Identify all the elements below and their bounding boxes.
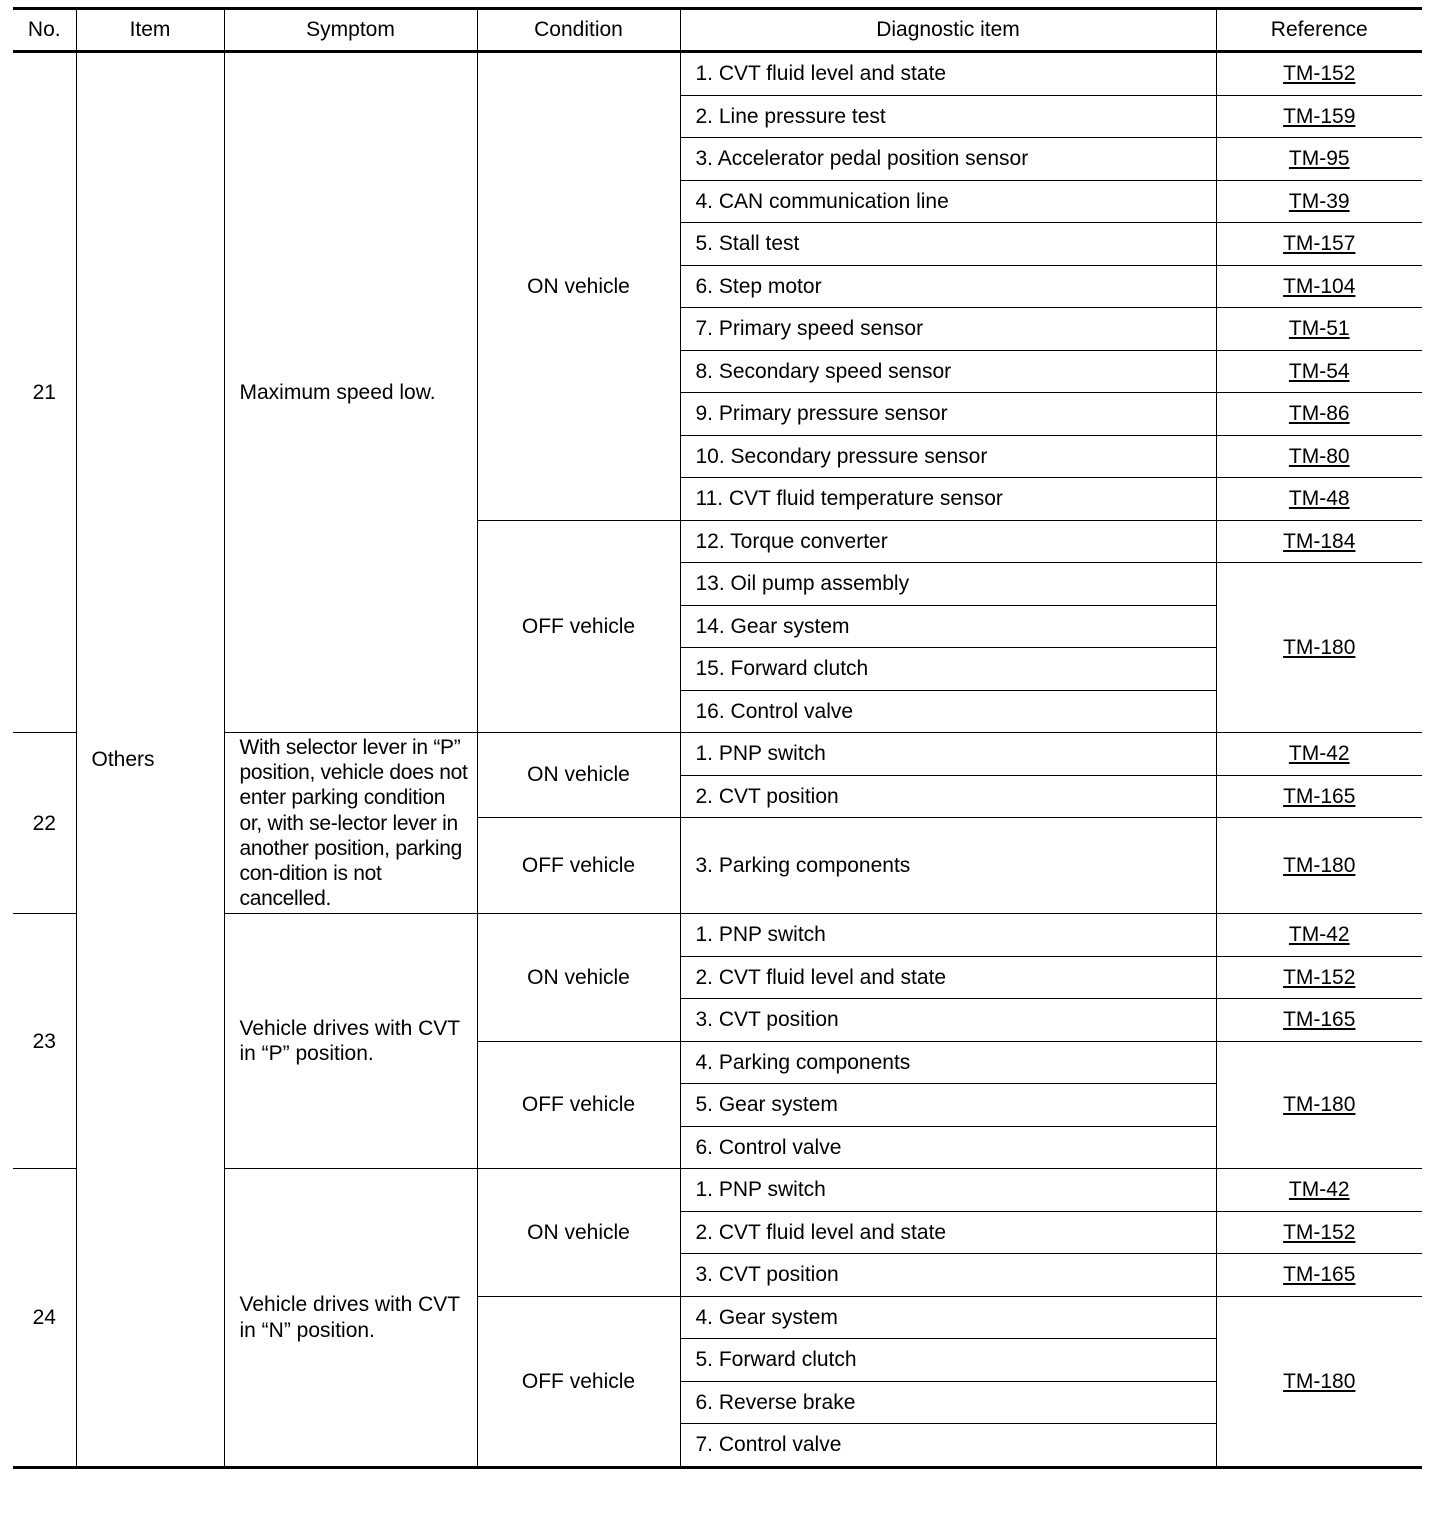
diagnostic-item: 10. Secondary pressure sensor [680, 435, 1216, 478]
diagnostic-item: 1. PNP switch [680, 1169, 1216, 1212]
reference-link[interactable] [1216, 180, 1422, 223]
diagnostic-item: 2. Line pressure test [680, 95, 1216, 138]
reference-link-text[interactable]: TM-48 [1288, 487, 1350, 511]
diagnostic-item: 16. Control valve [680, 690, 1216, 733]
symptom-cell: Vehicle drives with CVT in “N” position. [224, 1169, 477, 1468]
reference-link[interactable] [1216, 350, 1422, 393]
reference-link[interactable] [1216, 956, 1422, 999]
diagnostic-item: 5. Stall test [680, 223, 1216, 266]
reference-link-text[interactable]: TM-180 [1283, 1093, 1356, 1117]
reference-link[interactable] [1216, 52, 1422, 96]
table-row [13, 733, 1422, 776]
diagnostic-item: 4. Parking components [680, 1041, 1216, 1084]
reference-link-text[interactable]: TM-152 [1283, 1220, 1356, 1244]
diagnostic-item: 14. Gear system [680, 605, 1216, 648]
symptom-cell: Maximum speed low. [224, 52, 477, 733]
reference-link[interactable] [1216, 520, 1422, 563]
condition-cell: ON vehicle [477, 52, 680, 521]
header-diagnostic-item: Diagnostic item [680, 9, 1216, 52]
condition-cell: ON vehicle [477, 733, 680, 818]
reference-link[interactable] [1216, 1041, 1422, 1169]
header-item: Item [76, 9, 224, 52]
reference-link-text[interactable]: TM-152 [1283, 62, 1356, 86]
reference-link-text[interactable]: TM-180 [1283, 1369, 1356, 1393]
condition-cell: OFF vehicle [477, 520, 680, 733]
reference-link[interactable] [1216, 1254, 1422, 1297]
reference-link-text[interactable]: TM-180 [1283, 854, 1356, 878]
header-symptom: Symptom [224, 9, 477, 52]
diagnostic-item: 3. CVT position [680, 1254, 1216, 1297]
reference-link[interactable] [1216, 914, 1422, 957]
reference-link[interactable] [1216, 1169, 1422, 1212]
reference-link[interactable] [1216, 393, 1422, 436]
diagnostic-item: 6. Reverse brake [680, 1381, 1216, 1424]
reference-link-text[interactable]: TM-165 [1283, 784, 1356, 808]
condition-cell: OFF vehicle [477, 1296, 680, 1467]
row-number: 22 [13, 733, 76, 914]
reference-link[interactable] [1216, 308, 1422, 351]
reference-link[interactable] [1216, 478, 1422, 521]
condition-cell: ON vehicle [477, 1169, 680, 1297]
diagnostic-item: 7. Control valve [680, 1424, 1216, 1468]
header-condition: Condition [477, 9, 680, 52]
reference-link-text[interactable]: TM-39 [1288, 189, 1350, 213]
diagnostic-item: 3. Parking components [680, 818, 1216, 914]
diagnostic-item: 3. CVT position [680, 999, 1216, 1042]
reference-link[interactable] [1216, 265, 1422, 308]
reference-link-text[interactable]: TM-104 [1283, 274, 1356, 298]
reference-link[interactable] [1216, 775, 1422, 818]
reference-link-text[interactable]: TM-51 [1288, 317, 1350, 341]
reference-link-text[interactable]: TM-42 [1288, 742, 1350, 766]
diagnostic-table [13, 7, 1422, 1469]
reference-link-text[interactable]: TM-152 [1283, 965, 1356, 989]
reference-link-text[interactable]: TM-165 [1283, 1263, 1356, 1287]
reference-link[interactable] [1216, 999, 1422, 1042]
header-no: No. [13, 9, 76, 52]
diagnostic-item: 9. Primary pressure sensor [680, 393, 1216, 436]
reference-link-text[interactable]: TM-95 [1288, 147, 1350, 171]
reference-link-text[interactable]: TM-80 [1288, 444, 1350, 468]
diagnostic-item: 6. Step motor [680, 265, 1216, 308]
diagnostic-item: 11. CVT fluid temperature sensor [680, 478, 1216, 521]
diagnostic-item: 5. Forward clutch [680, 1339, 1216, 1382]
diagnostic-item: 1. PNP switch [680, 914, 1216, 957]
reference-link-text[interactable]: TM-54 [1288, 359, 1350, 383]
diagnostic-item: 3. Accelerator pedal position sensor [680, 138, 1216, 181]
reference-link-text[interactable]: TM-157 [1283, 232, 1356, 256]
reference-link[interactable] [1216, 1296, 1422, 1467]
row-number: 24 [13, 1169, 76, 1468]
diagnostic-item: 4. Gear system [680, 1296, 1216, 1339]
diagnostic-item: 2. CVT fluid level and state [680, 956, 1216, 999]
reference-link-text[interactable]: TM-42 [1288, 923, 1350, 947]
diagnostic-item: 5. Gear system [680, 1084, 1216, 1127]
condition-cell: ON vehicle [477, 914, 680, 1042]
diagnostic-item: 6. Control valve [680, 1126, 1216, 1169]
symptom-cell: With selector lever in “P” position, vehicle does not enter parking condition or, with se-lector lever in another position, parking con-dition is not cancelled. [224, 733, 477, 914]
condition-cell: OFF vehicle [477, 818, 680, 914]
table-row [13, 914, 1422, 957]
reference-link-text[interactable]: TM-180 [1283, 635, 1356, 659]
diagnostic-item: 1. PNP switch [680, 733, 1216, 776]
reference-link[interactable] [1216, 435, 1422, 478]
diagnostic-item: 2. CVT position [680, 775, 1216, 818]
reference-link-text[interactable]: TM-42 [1288, 1178, 1350, 1202]
row-number: 21 [13, 52, 76, 733]
reference-link[interactable] [1216, 138, 1422, 181]
table-row [13, 1169, 1422, 1212]
reference-link-text[interactable]: TM-86 [1288, 402, 1350, 426]
table-row [13, 52, 1422, 96]
header-row [13, 9, 1422, 52]
diagnostic-item: 13. Oil pump assembly [680, 563, 1216, 606]
reference-link[interactable] [1216, 563, 1422, 733]
reference-link-text[interactable]: TM-165 [1283, 1008, 1356, 1032]
header-reference: Reference [1216, 9, 1422, 52]
diagnostic-item: 2. CVT fluid level and state [680, 1211, 1216, 1254]
diagnostic-item: 4. CAN communication line [680, 180, 1216, 223]
item-category: Others [76, 52, 224, 1468]
reference-link[interactable] [1216, 818, 1422, 914]
diagnostic-item: 15. Forward clutch [680, 648, 1216, 691]
symptom-cell: Vehicle drives with CVT in “P” position. [224, 914, 477, 1169]
diagnostic-item: 12. Torque converter [680, 520, 1216, 563]
condition-cell: OFF vehicle [477, 1041, 680, 1169]
reference-link[interactable] [1216, 223, 1422, 266]
row-number: 23 [13, 914, 76, 1169]
diagnostic-item: 7. Primary speed sensor [680, 308, 1216, 351]
diagnostic-item: 8. Secondary speed sensor [680, 350, 1216, 393]
reference-link[interactable] [1216, 1211, 1422, 1254]
reference-link-text[interactable]: TM-184 [1283, 529, 1356, 553]
reference-link-text[interactable]: TM-159 [1283, 104, 1356, 128]
diagnostic-item: 1. CVT fluid level and state [680, 52, 1216, 96]
reference-link[interactable] [1216, 733, 1422, 776]
reference-link[interactable] [1216, 95, 1422, 138]
